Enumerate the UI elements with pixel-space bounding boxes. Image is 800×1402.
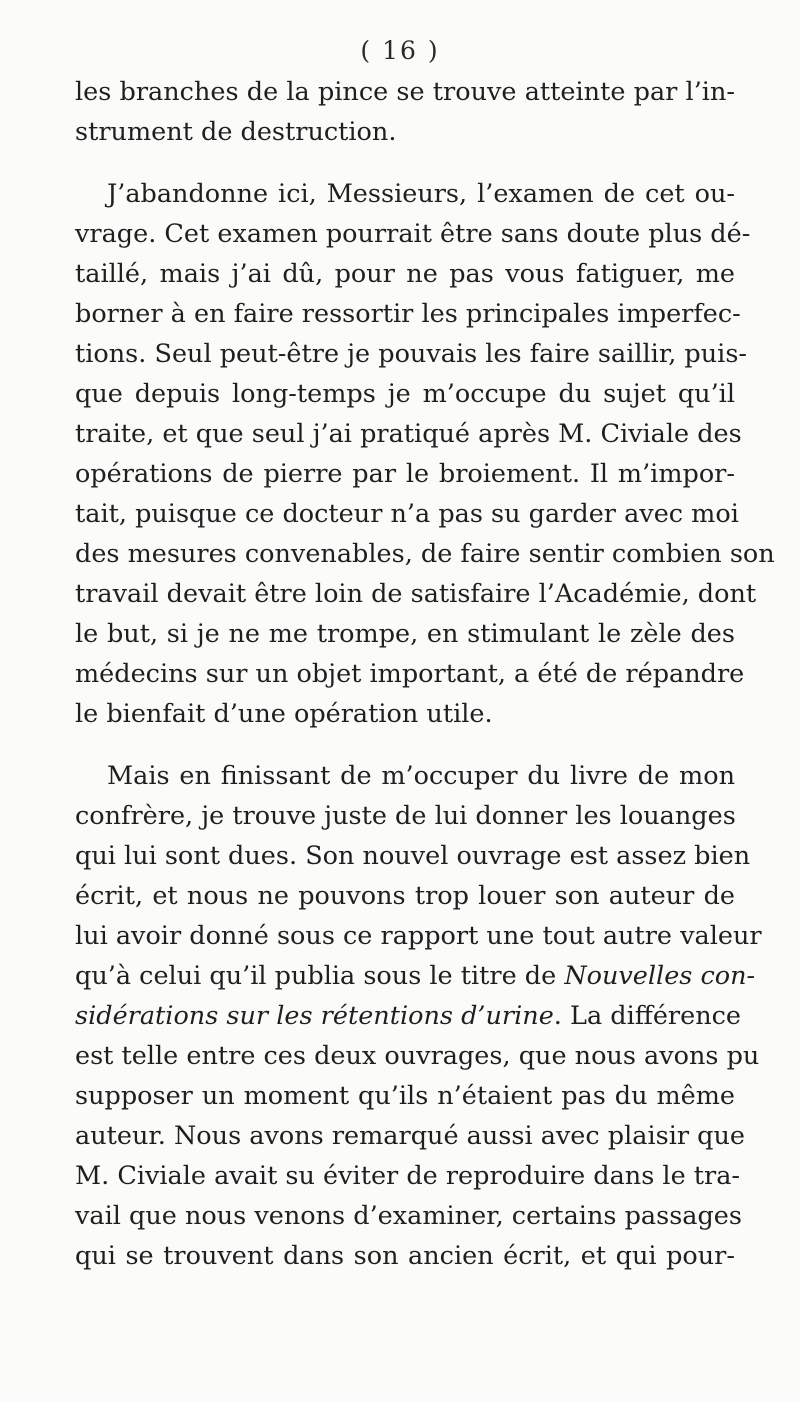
text-line: strument de destruction. [75,117,397,147]
text-line: M. Civiale avait su éviter de reproduire dans le tra- [75,1161,741,1191]
text-line: qui se trouvent dans son ancien écrit, et qui pour- [75,1241,735,1271]
paragraph-2 [75,174,775,734]
text-line: supposer un moment qu’ils n’étaient pas du même [75,1081,735,1111]
text-line: vrage. Cet examen pourrait être sans doute plus dé- [75,219,751,249]
text-line: médecins sur un objet important, a été de répandre [75,659,745,689]
text-line: Mais en finissant de m’occuper du livre de mon [107,761,735,791]
text-line: lui avoir donné sous ce rapport une tout autre valeur [75,921,762,951]
text-line: les branches de la pince se trouve atteinte par l’in- [75,77,735,107]
text-line: écrit, et nous ne pouvons trop louer son auteur de [75,881,735,911]
page-number: ( 16 ) [360,36,440,65]
text-line: des mesures convenables, de faire sentir combien son [75,539,775,569]
text-line: est telle entre ces deux ouvrages, que nous avons pu [75,1041,760,1071]
text-line: opérations de pierre par le broiement. Il m’impor- [75,459,735,489]
text-line: borner à en faire ressortir les principales imperfec- [75,299,741,329]
italic-title: sidérations sur les rétentions d’urine [75,1001,554,1031]
text-line: traite, et que seul j’ai pratiqué après M. Civiale des [75,419,742,449]
text-line: tions. Seul peut-être je pouvais les faire saillir, puis- [75,339,748,369]
text-line: auteur. Nous avons remarqué aussi avec plaisir que [75,1121,745,1151]
text-line: le bienfait d’une opération utile. [75,699,493,729]
italic-title: Nouvelles con- [564,961,756,991]
text-line: taillé, mais j’ai dû, pour ne pas vous fatiguer, me [75,259,735,289]
text-line: vail que nous venons d’examiner, certains passages [75,1201,742,1231]
text-line: confrère, je trouve juste de lui donner les louanges [75,801,736,831]
text-segment: . La différence [553,1001,742,1031]
text-line: le but, si je ne me trompe, en stimulant le zèle des [75,619,735,649]
text-line: que depuis long-temps je m’occupe du sujet qu’il [75,379,735,409]
text-line-with-title [75,996,742,1036]
body-text [75,72,775,1276]
text-line-with-title [75,956,756,996]
text-line: tait, puisque ce docteur n’a pas su garder avec moi [75,499,739,529]
text-line: travail devait être loin de satisfaire l’Académie, dont [75,579,757,609]
text-line: qui lui sont dues. Son nouvel ouvrage est assez bien [75,841,751,871]
text-segment: qu’à celui qu’il publia sous le titre de [75,961,557,991]
paragraph-1 [75,72,735,152]
paragraph-3 [75,756,762,1276]
text-line: J’abandonne ici, Messieurs, l’examen de cet ou- [107,179,735,209]
